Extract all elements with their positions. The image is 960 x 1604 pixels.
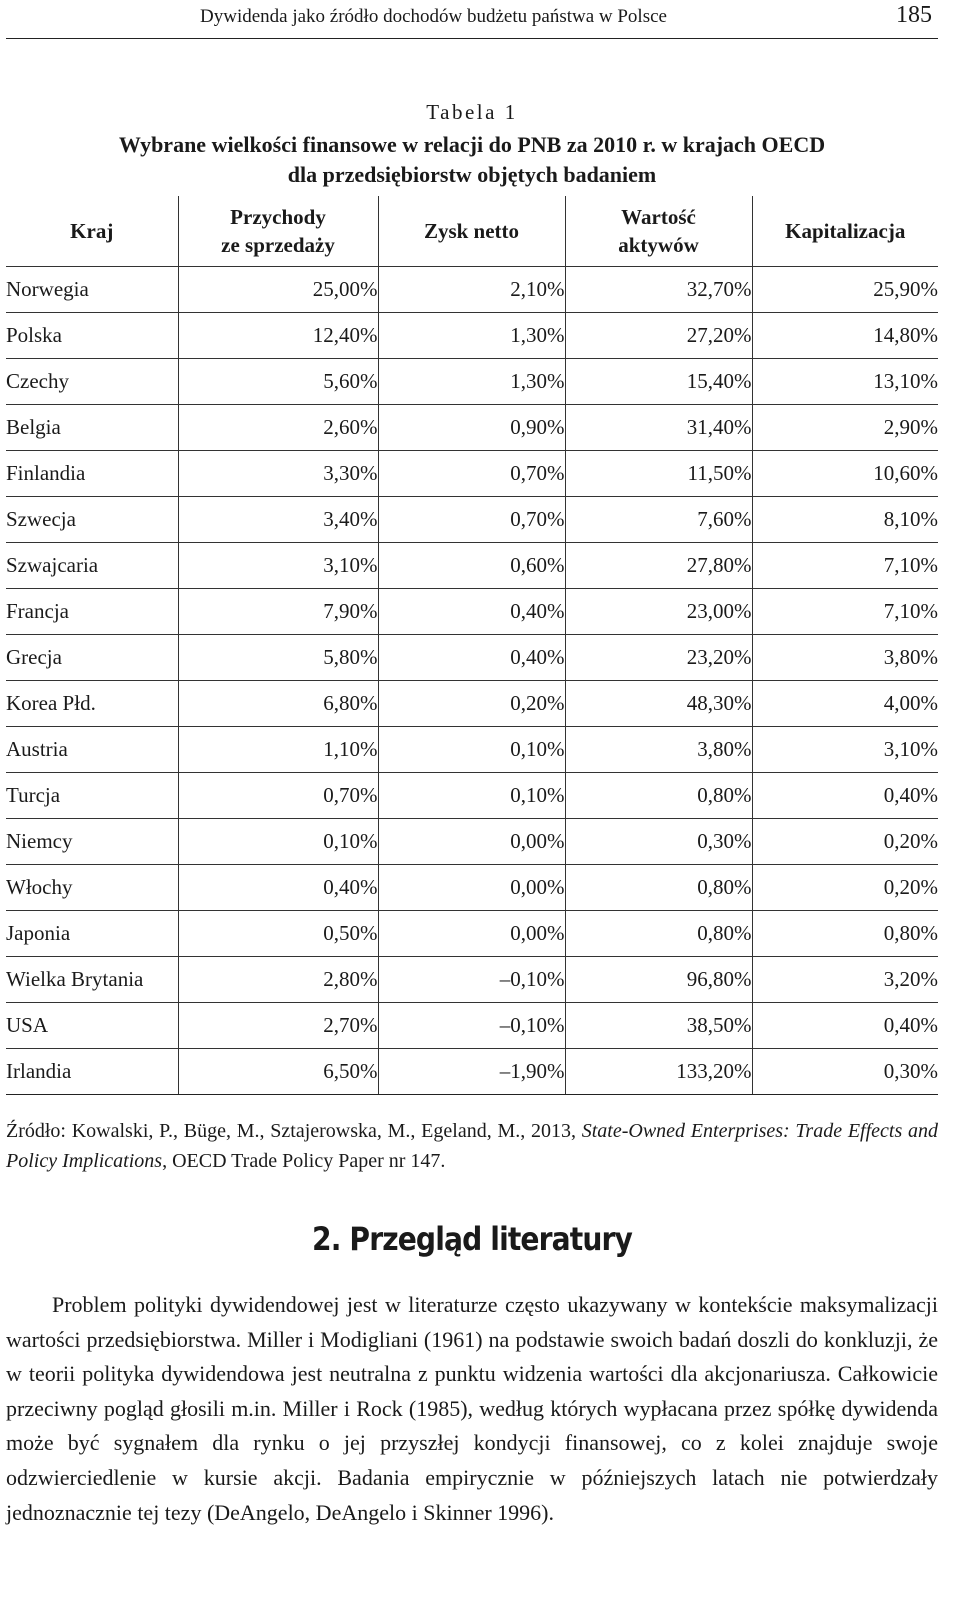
- body-paragraph: Problem polityki dywidendowej jest w literaturze często ukazywany w kontekście maksymalizacji wartości przedsiębiorstwa. Miller i Modigliani (1961) na podstawie swoich badań doszli do konkluzji, że w teorii polityka dywidendowa jest neutralna z punktu widzenia wartości dla akcjonariusza. Całkowicie przeciwny pogląd głosili m.in. Miller i Rock (1985), według których wypłacana przez spółkę dywidenda może być sygnałem dla rynku o jej przyszłej kondycji finansowej, co z kolei znajduje swoje odzwierciedlenie w kursie akcji. Badania empirycznie w późniejszych latach nie potwierdzały jednoznacznie tej tezy (DeAngelo, DeAngelo i Skinner 1996).: [6, 1292, 938, 1525]
- page-number: 185: [896, 2, 932, 28]
- value-cell: 23,00%: [565, 589, 752, 635]
- value-cell: 2,10%: [378, 267, 565, 313]
- country-cell: Korea Płd.: [6, 681, 178, 727]
- column-header-country: Kraj: [6, 196, 178, 267]
- value-cell: 3,10%: [752, 727, 938, 773]
- value-cell: 0,80%: [565, 911, 752, 957]
- value-cell: 6,80%: [178, 681, 378, 727]
- table-label: Tabela 1: [426, 100, 518, 124]
- value-cell: 3,40%: [178, 497, 378, 543]
- value-cell: 0,70%: [378, 497, 565, 543]
- value-cell: 2,70%: [178, 1003, 378, 1049]
- value-cell: 0,00%: [378, 865, 565, 911]
- value-cell: 2,80%: [178, 957, 378, 1003]
- table-row: [6, 589, 938, 635]
- country-cell: Grecja: [6, 635, 178, 681]
- country-cell: Turcja: [6, 773, 178, 819]
- value-cell: 0,40%: [178, 865, 378, 911]
- value-cell: 27,20%: [565, 313, 752, 359]
- value-cell: 5,80%: [178, 635, 378, 681]
- value-cell: 31,40%: [565, 405, 752, 451]
- value-cell: 0,10%: [378, 773, 565, 819]
- country-cell: Niemcy: [6, 819, 178, 865]
- value-cell: 0,40%: [378, 635, 565, 681]
- value-cell: 7,90%: [178, 589, 378, 635]
- value-cell: 7,10%: [752, 589, 938, 635]
- country-cell: Włochy: [6, 865, 178, 911]
- table-row: [6, 819, 938, 865]
- value-cell: 0,80%: [565, 865, 752, 911]
- value-cell: 0,00%: [378, 911, 565, 957]
- column-header-capitalization: Kapitalizacja: [752, 196, 938, 267]
- country-cell: Finlandia: [6, 451, 178, 497]
- country-cell: Wielka Brytania: [6, 957, 178, 1003]
- table-title: [6, 130, 938, 190]
- value-cell: 38,50%: [565, 1003, 752, 1049]
- country-cell: Francja: [6, 589, 178, 635]
- value-cell: 0,30%: [752, 1049, 938, 1095]
- value-cell: 14,80%: [752, 313, 938, 359]
- country-cell: Szwajcaria: [6, 543, 178, 589]
- value-cell: 1,30%: [378, 359, 565, 405]
- value-cell: –0,10%: [378, 1003, 565, 1049]
- value-cell: 0,50%: [178, 911, 378, 957]
- value-cell: 0,40%: [378, 589, 565, 635]
- value-cell: 3,80%: [565, 727, 752, 773]
- table-row: [6, 681, 938, 727]
- value-cell: 0,20%: [752, 865, 938, 911]
- column-header-sales-revenue: Przychody ze sprzedaży: [178, 196, 378, 267]
- table-row: [6, 313, 938, 359]
- value-cell: –0,10%: [378, 957, 565, 1003]
- table-header-row: [6, 196, 938, 267]
- value-cell: 5,60%: [178, 359, 378, 405]
- value-cell: 23,20%: [565, 635, 752, 681]
- value-cell: 7,10%: [752, 543, 938, 589]
- value-cell: 11,50%: [565, 451, 752, 497]
- value-cell: 3,30%: [178, 451, 378, 497]
- value-cell: 12,40%: [178, 313, 378, 359]
- value-cell: 0,80%: [752, 911, 938, 957]
- value-cell: 3,20%: [752, 957, 938, 1003]
- financial-data-table: [6, 196, 938, 1095]
- value-cell: 32,70%: [565, 267, 752, 313]
- value-cell: 1,10%: [178, 727, 378, 773]
- table-row: [6, 267, 938, 313]
- value-cell: 0,10%: [378, 727, 565, 773]
- value-cell: 0,20%: [752, 819, 938, 865]
- table-row: [6, 911, 938, 957]
- table-row: [6, 543, 938, 589]
- value-cell: 25,90%: [752, 267, 938, 313]
- table-row: [6, 497, 938, 543]
- section-heading: 2. Przegląd literatury: [311, 1220, 633, 1258]
- value-cell: 2,60%: [178, 405, 378, 451]
- value-cell: 133,20%: [565, 1049, 752, 1095]
- table-source-note: [6, 1116, 938, 1176]
- table-row: [6, 727, 938, 773]
- value-cell: –1,90%: [378, 1049, 565, 1095]
- country-cell: Irlandia: [6, 1049, 178, 1095]
- value-cell: 48,30%: [565, 681, 752, 727]
- value-cell: 13,10%: [752, 359, 938, 405]
- table-title-line-1: Wybrane wielkości finansowe w relacji do PNB za 2010 r. w krajach OECD: [118, 132, 826, 157]
- value-cell: 10,60%: [752, 451, 938, 497]
- table-row: [6, 405, 938, 451]
- value-cell: 0,40%: [752, 1003, 938, 1049]
- country-cell: Austria: [6, 727, 178, 773]
- value-cell: 0,90%: [378, 405, 565, 451]
- table-row: [6, 359, 938, 405]
- table-row: [6, 957, 938, 1003]
- source-suffix: , OECD Trade Policy Paper nr 147.: [162, 1150, 446, 1172]
- value-cell: 0,70%: [178, 773, 378, 819]
- country-cell: Czechy: [6, 359, 178, 405]
- value-cell: 96,80%: [565, 957, 752, 1003]
- value-cell: 0,00%: [378, 819, 565, 865]
- value-cell: 4,00%: [752, 681, 938, 727]
- country-cell: Japonia: [6, 911, 178, 957]
- value-cell: 8,10%: [752, 497, 938, 543]
- value-cell: 0,70%: [378, 451, 565, 497]
- running-title: Dywidenda jako źródło dochodów budżetu państwa w Polsce: [200, 6, 667, 27]
- value-cell: 3,80%: [752, 635, 938, 681]
- table-row: [6, 773, 938, 819]
- column-header-asset-value: Wartość aktywów: [565, 196, 752, 267]
- country-cell: Norwegia: [6, 267, 178, 313]
- value-cell: 0,30%: [565, 819, 752, 865]
- value-cell: 6,50%: [178, 1049, 378, 1095]
- country-cell: USA: [6, 1003, 178, 1049]
- value-cell: 27,80%: [565, 543, 752, 589]
- value-cell: 0,40%: [752, 773, 938, 819]
- table-row: [6, 635, 938, 681]
- table-row: [6, 1003, 938, 1049]
- country-cell: Belgia: [6, 405, 178, 451]
- value-cell: 1,30%: [378, 313, 565, 359]
- value-cell: 0,20%: [378, 681, 565, 727]
- country-cell: Szwecja: [6, 497, 178, 543]
- value-cell: 25,00%: [178, 267, 378, 313]
- source-italic-title: State-Owned Enterprises: Trade Effects and Policy Implications: [6, 1120, 939, 1172]
- value-cell: 0,60%: [378, 543, 565, 589]
- country-cell: Polska: [6, 313, 178, 359]
- value-cell: 15,40%: [565, 359, 752, 405]
- value-cell: 7,60%: [565, 497, 752, 543]
- value-cell: 3,10%: [178, 543, 378, 589]
- source-prefix: Źródło: Kowalski, P., Büge, M., Sztajerowska, M., Egeland, M., 2013,: [6, 1120, 582, 1142]
- table-row: [6, 1049, 938, 1095]
- column-header-net-profit: Zysk netto: [378, 196, 565, 267]
- value-cell: 2,90%: [752, 405, 938, 451]
- table-row: [6, 865, 938, 911]
- table-row: [6, 451, 938, 497]
- value-cell: 0,80%: [565, 773, 752, 819]
- value-cell: 0,10%: [178, 819, 378, 865]
- table-title-line-2: dla przedsiębiorstw objętych badaniem: [287, 162, 657, 187]
- running-header: [6, 0, 938, 39]
